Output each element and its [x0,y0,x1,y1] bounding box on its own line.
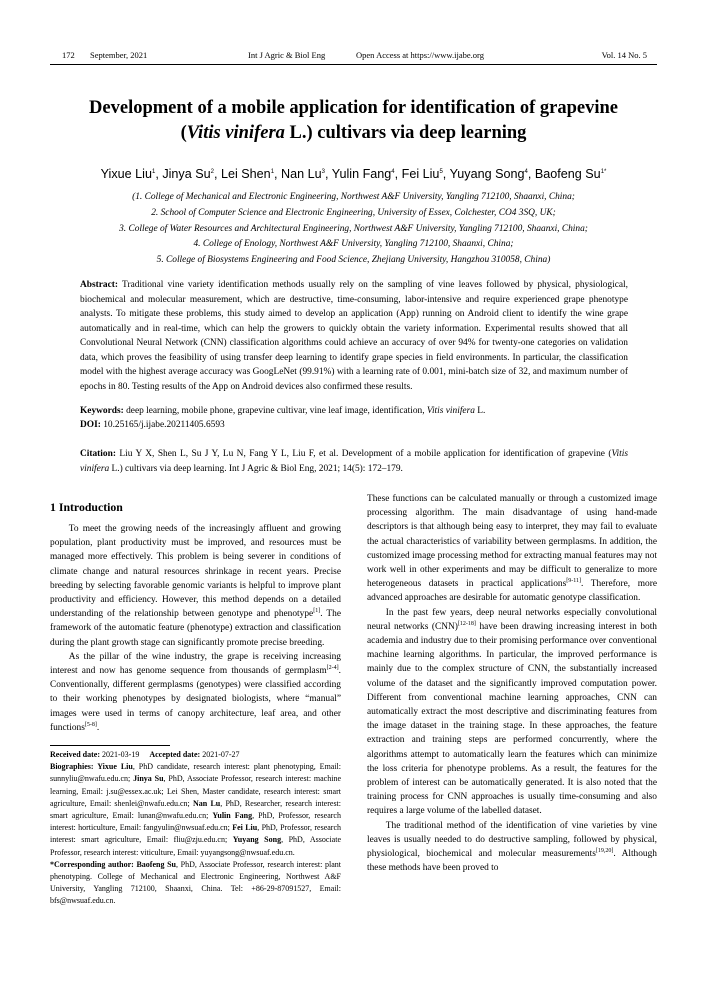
abstract-label: Abstract: [80,280,119,290]
citation-ref: [12-18] [457,620,476,627]
intro-paragraph-2: As the pillar of the wine industry, the grape is receiving increasing interest and now has genome sequence from thousands of germplasm[2-4]. Conventionally, different germplasms (genotypes) were classified according to their working phenotypes by designated biologists, where “manual” images were used in terms of canopy architecture, leaf area, and other functions[5-8]. [50,651,341,733]
paper-title [50,96,657,146]
abstract-text: Traditional vine variety identification methods usually rely on the sampling of vine leaves followed by physical, physiological, biochemical and molecular measurement, which are destructive, time-consuming, labor-intensive and require experienced grape phenotype analysts. To mitigate these problems, this study aimed to develop an application (App) running on Android client to identify the wine grape automatically and in real-time, which can help the growers to quickly obtain the variety information. Experimental results showed that all Convolutional Neural Network (CNN) classification algorithms could achieve an accuracy of over 94% for twenty-one categories on validation data, which proves the feasibility of using transfer deep learning to identify grape species in field environments. In particular, the classification model with the highest average accuracy was GoogLeNet (99.91%) with a learning rate of 0.001, mini-batch size of 32, and maximum number of epochs in 80. Testing results of the App on Android devices also confirmed these results. [80,280,628,392]
citation-ref: [19,20] [595,847,614,854]
affiliation-3: 3. College of Water Resources and Architectural Engineering, Northwest A&F University, Yangling 712100, Shaanxi, China; [119,223,588,234]
author: Yuyang Song$^4$, [449,167,535,181]
author: Fei Liu$^5$, [401,167,450,181]
keywords-end: L. [474,406,486,416]
affiliation-2: 2. School of Computer Science and Electronic Engineering, University of Essex, Colchester, CO4 3SQ, UK; [151,207,556,218]
affiliation-4: 4. College of Enology, Northwest A&F University, Yangling 712100, Shaanxi, China; [193,239,514,250]
keywords [80,404,628,419]
body-paragraph-2: In the past few years, deep neural networks especially convolutional neural networks (CNN)[12-18] have been drawing increasing interest in both academia and industry due to their promising performance over conventional machine learning algorithms. In particular, the improved performance is mainly due to the complex structure of CNN, the substantially increased volume of the dataset and the significantly improved computation power. Different from conventional machine learning approaches, CNN can automatically extract the most descriptive and discriminating features from the image dataset in the training stage. In these approaches, the feature extraction and training steps are performed concurrently, where the algorithms attempt to automatically learn the features which can minimize the loss criteria for phenotype problems. As a result, the features for the problem of interest can be automatically generated. It is also noted that the training process for CNN approaches is usually time-consuming and also requires a large volume of the labelled dataset. [367,607,657,817]
citation-text-1: Liu Y X, Shen L, Su J Y, Lu N, Fang Y L, Liu F, et al. Development of a mobile application for identification of grapevine ( [115,449,612,459]
abstract [80,278,628,394]
title-line-2 [50,121,657,146]
issue-date: September, 2021 [90,50,148,60]
corresponding-author-note: *Corresponding author: Baofeng Su, PhD, Associate Professor, research interest: plant phenotyping. College of Mechanical and Electronic Engineering, Northwest A&F University, Yangling 712100, Shaanxi, China. Tel: +86-29-87091527, Email: bfs@nwsuaf.edu.cn. [50,859,341,906]
title-rest: L.) cultivars via deep learning [284,123,527,143]
body-paragraph-1: These functions can be calculated manually or through a customized image processing algorithm. The main disadvantage of using hand-made descriptors is that although being easy to interpret, they may fail to evaluate the actual characteristics of variability between germplasms. In addition, the customized image processing method for extracting manual features may not work well in other experiments and may be difficult to generalize to more heterogeneous datasets in practical applications[9-11]. Therefore, more advanced approaches are desirable for automatic genotype classification. [367,494,657,604]
right-column [367,492,657,875]
doi-link[interactable]: 10.25165/j.ijabe.20211405.6593 [100,420,225,430]
author: Yixue Liu$^1$, [100,167,163,181]
footnotes [50,749,341,908]
affiliations [50,190,657,269]
author: Jinya Su$^2$, [162,167,221,181]
keywords-species: Vitis vinifera [426,406,475,416]
citation-ref: [5-8] [84,721,97,728]
affiliation-5: 5. College of Biosystems Engineering and Food Science, Zhejiang University, Hangzhou 310058, China) [156,255,551,266]
author: Nan Lu$^3$, [281,167,332,181]
page-number: 172 [62,50,75,60]
doi-label: DOI: [80,420,101,430]
footnote-rule [50,745,170,746]
citation [80,447,628,476]
open-access-note: Open Access at https://www.ijabe.org [356,50,484,60]
title-line-1: Development of a mobile application for identification of grapevine [89,98,618,118]
citation-species: Vitis vinifera [80,449,628,474]
citation-ref: [9-11] [566,578,581,585]
running-header [50,50,657,64]
doi [80,418,628,433]
citation-ref: [1] [313,608,321,615]
citation-label: Citation: [80,449,116,459]
author: Lei Shen$^1$, [220,167,282,181]
dates-note: Received date: 2021-03-19 Accepted date: 2021-07-27 [50,750,240,759]
biographies-note: Biographies: Yixue Liu, PhD candidate, research interest: plant phenotyping, Email: sunnyliu@nwafu.edu.cn; Jinya Su, PhD, Associate Professor, research interest: machine learning, Email: j.su@essex.ac.uk; Lei Shen, Master candidate, research interest: smart agriculture, Email: shenlei@nwafu.edu.cn; Nan Lu, PhD, Researcher, research interest: smart agriculture, Email: lunan@nwafu.edu.cn; Yulin Fang, PhD, Professor, research interest: horticulture, Email: fangyulin@nwsuaf.edu.cn; Fei Liu, PhD, Professor, research interest: smart agriculture, Email: fliu@zju.edu.cn; Yuyang Song, PhD, Associate Professor, research interest: viticulture, Email: yuyangsong@nwsuaf.edu.cn. [50,762,342,857]
volume-info: Vol. 14 No. 5 [601,50,647,60]
keywords-label: Keywords: [80,406,124,416]
citation-text-2: L.) cultivars via deep learning. Int J Agric & Biol Eng, 2021; 14(5): 172–179. [109,463,403,474]
affiliation-1: (1. College of Mechanical and Electronic Engineering, Northwest A&F University, Yangling 712100, Shaanxi, China; [132,192,575,202]
intro-paragraph-1: To meet the growing needs of the increasingly affluent and growing population, plant productivity must be improved, and resources must be managed more effectively. This problem is being severer in conditions of climate change and natural resources shrinkage in recent years. Precise breeding by selecting favorable genomic variants is helpful to improve plant productivity and efficiency. However, this method depends on a detailed understanding of the relationship between genotype and phenotype[1]. The framework of the automatic feature (phenotype) extraction and classification during the plant growth stage can significantly promote precise breeding. [50,524,342,648]
keywords-text: deep learning, mobile phone, grapevine cultivar, vine leaf image, identification, [123,406,427,416]
body-paragraph-3: The traditional method of the identification of vine varieties by vine leaves is usually needed to do destructive sampling, followed by physical, physiological, biochemical and molecular measurements[19,20]. Although these methods have been proved to [367,820,657,874]
citation-ref: [2-4] [326,664,339,671]
title-paren: ( [180,123,187,143]
left-column [50,500,341,735]
journal-name: Int J Agric & Biol Eng [248,50,326,60]
author: Baofeng $Su^{1*}$ [534,167,607,181]
title-species: Vitis vinifera [186,123,285,143]
author: Yulin Fang$^4$, [331,167,402,181]
section-heading-introduction: 1 Introduction [50,500,123,514]
header-rule [50,64,657,65]
author-list [50,167,657,181]
